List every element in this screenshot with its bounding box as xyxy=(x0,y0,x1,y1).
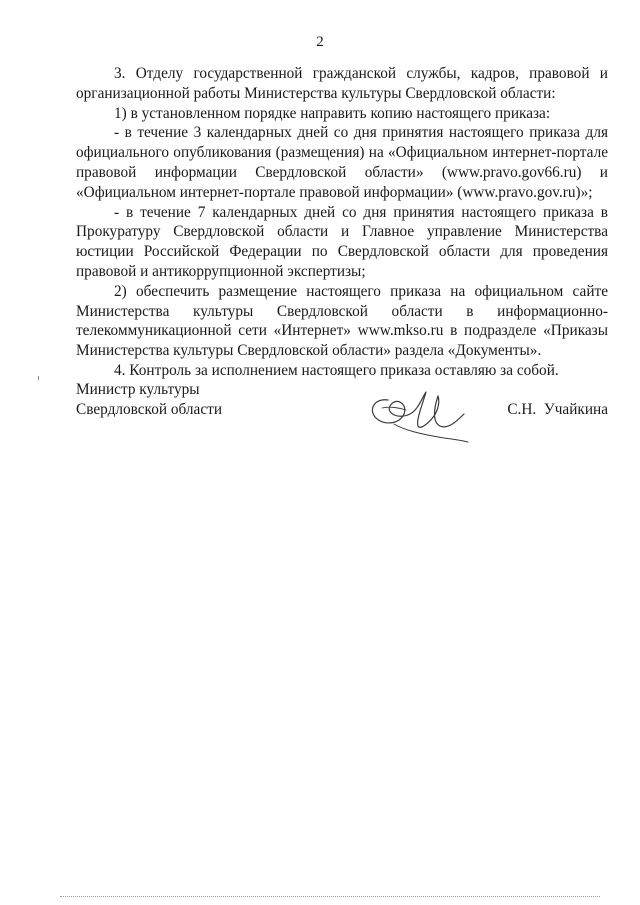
signatory-title-line2: Свердловской области xyxy=(76,401,223,418)
paragraph-item-3: 3. Отделу государственной гражданской службы, кадров, правовой и организационной работы Министерства культуры Свердловской области: xyxy=(76,65,608,102)
signatory-name: С.Н. Учайкина xyxy=(507,401,608,418)
paragraph-subitem-1: 1) в установленном порядке направить копию настоящего приказа: xyxy=(114,104,551,122)
scan-bottom-edge xyxy=(60,896,600,897)
handwritten-signature xyxy=(360,380,480,444)
document-body xyxy=(76,64,608,381)
signatory-title xyxy=(76,380,222,420)
margin-mark xyxy=(38,376,39,380)
page-number: 2 xyxy=(316,34,324,50)
paragraph-subitem-2: 2) обеспечить размещение настоящего приказа на официальном сайте Министерства культуры Свердловской области в информационно-телекоммуникационной сети «Интернет» www.mkso.ru в подразделе «Приказы Министерства культуры Свердловской области» раздела «Документы». xyxy=(76,282,608,360)
paragraph-bullet-prosecutor: - в течение 7 календарных дней со дня принятия настоящего приказа в Прокуратуру Свердловской области и Главное управление Министерства юстиции Российской Федерации по Свердловской области для проведения правовой и антикоррупционной экспертизы; xyxy=(76,203,608,280)
signatory-title-line1: Министр культуры xyxy=(76,381,200,398)
paragraph-item-4: 4. Контроль за исполнением настоящего приказа оставляю за собой. xyxy=(114,361,559,379)
paragraph-bullet-publication: - в течение 3 календарных дней со дня принятия настоящего приказа для официального опубликования (размещения) на «Официальном интернет-портале правовой информации Свердловской области» (www.pravo.gov66.ru) и «Официальном интернет-портале правовой информации» (www.pravo.gov.ru)»; xyxy=(76,124,608,201)
